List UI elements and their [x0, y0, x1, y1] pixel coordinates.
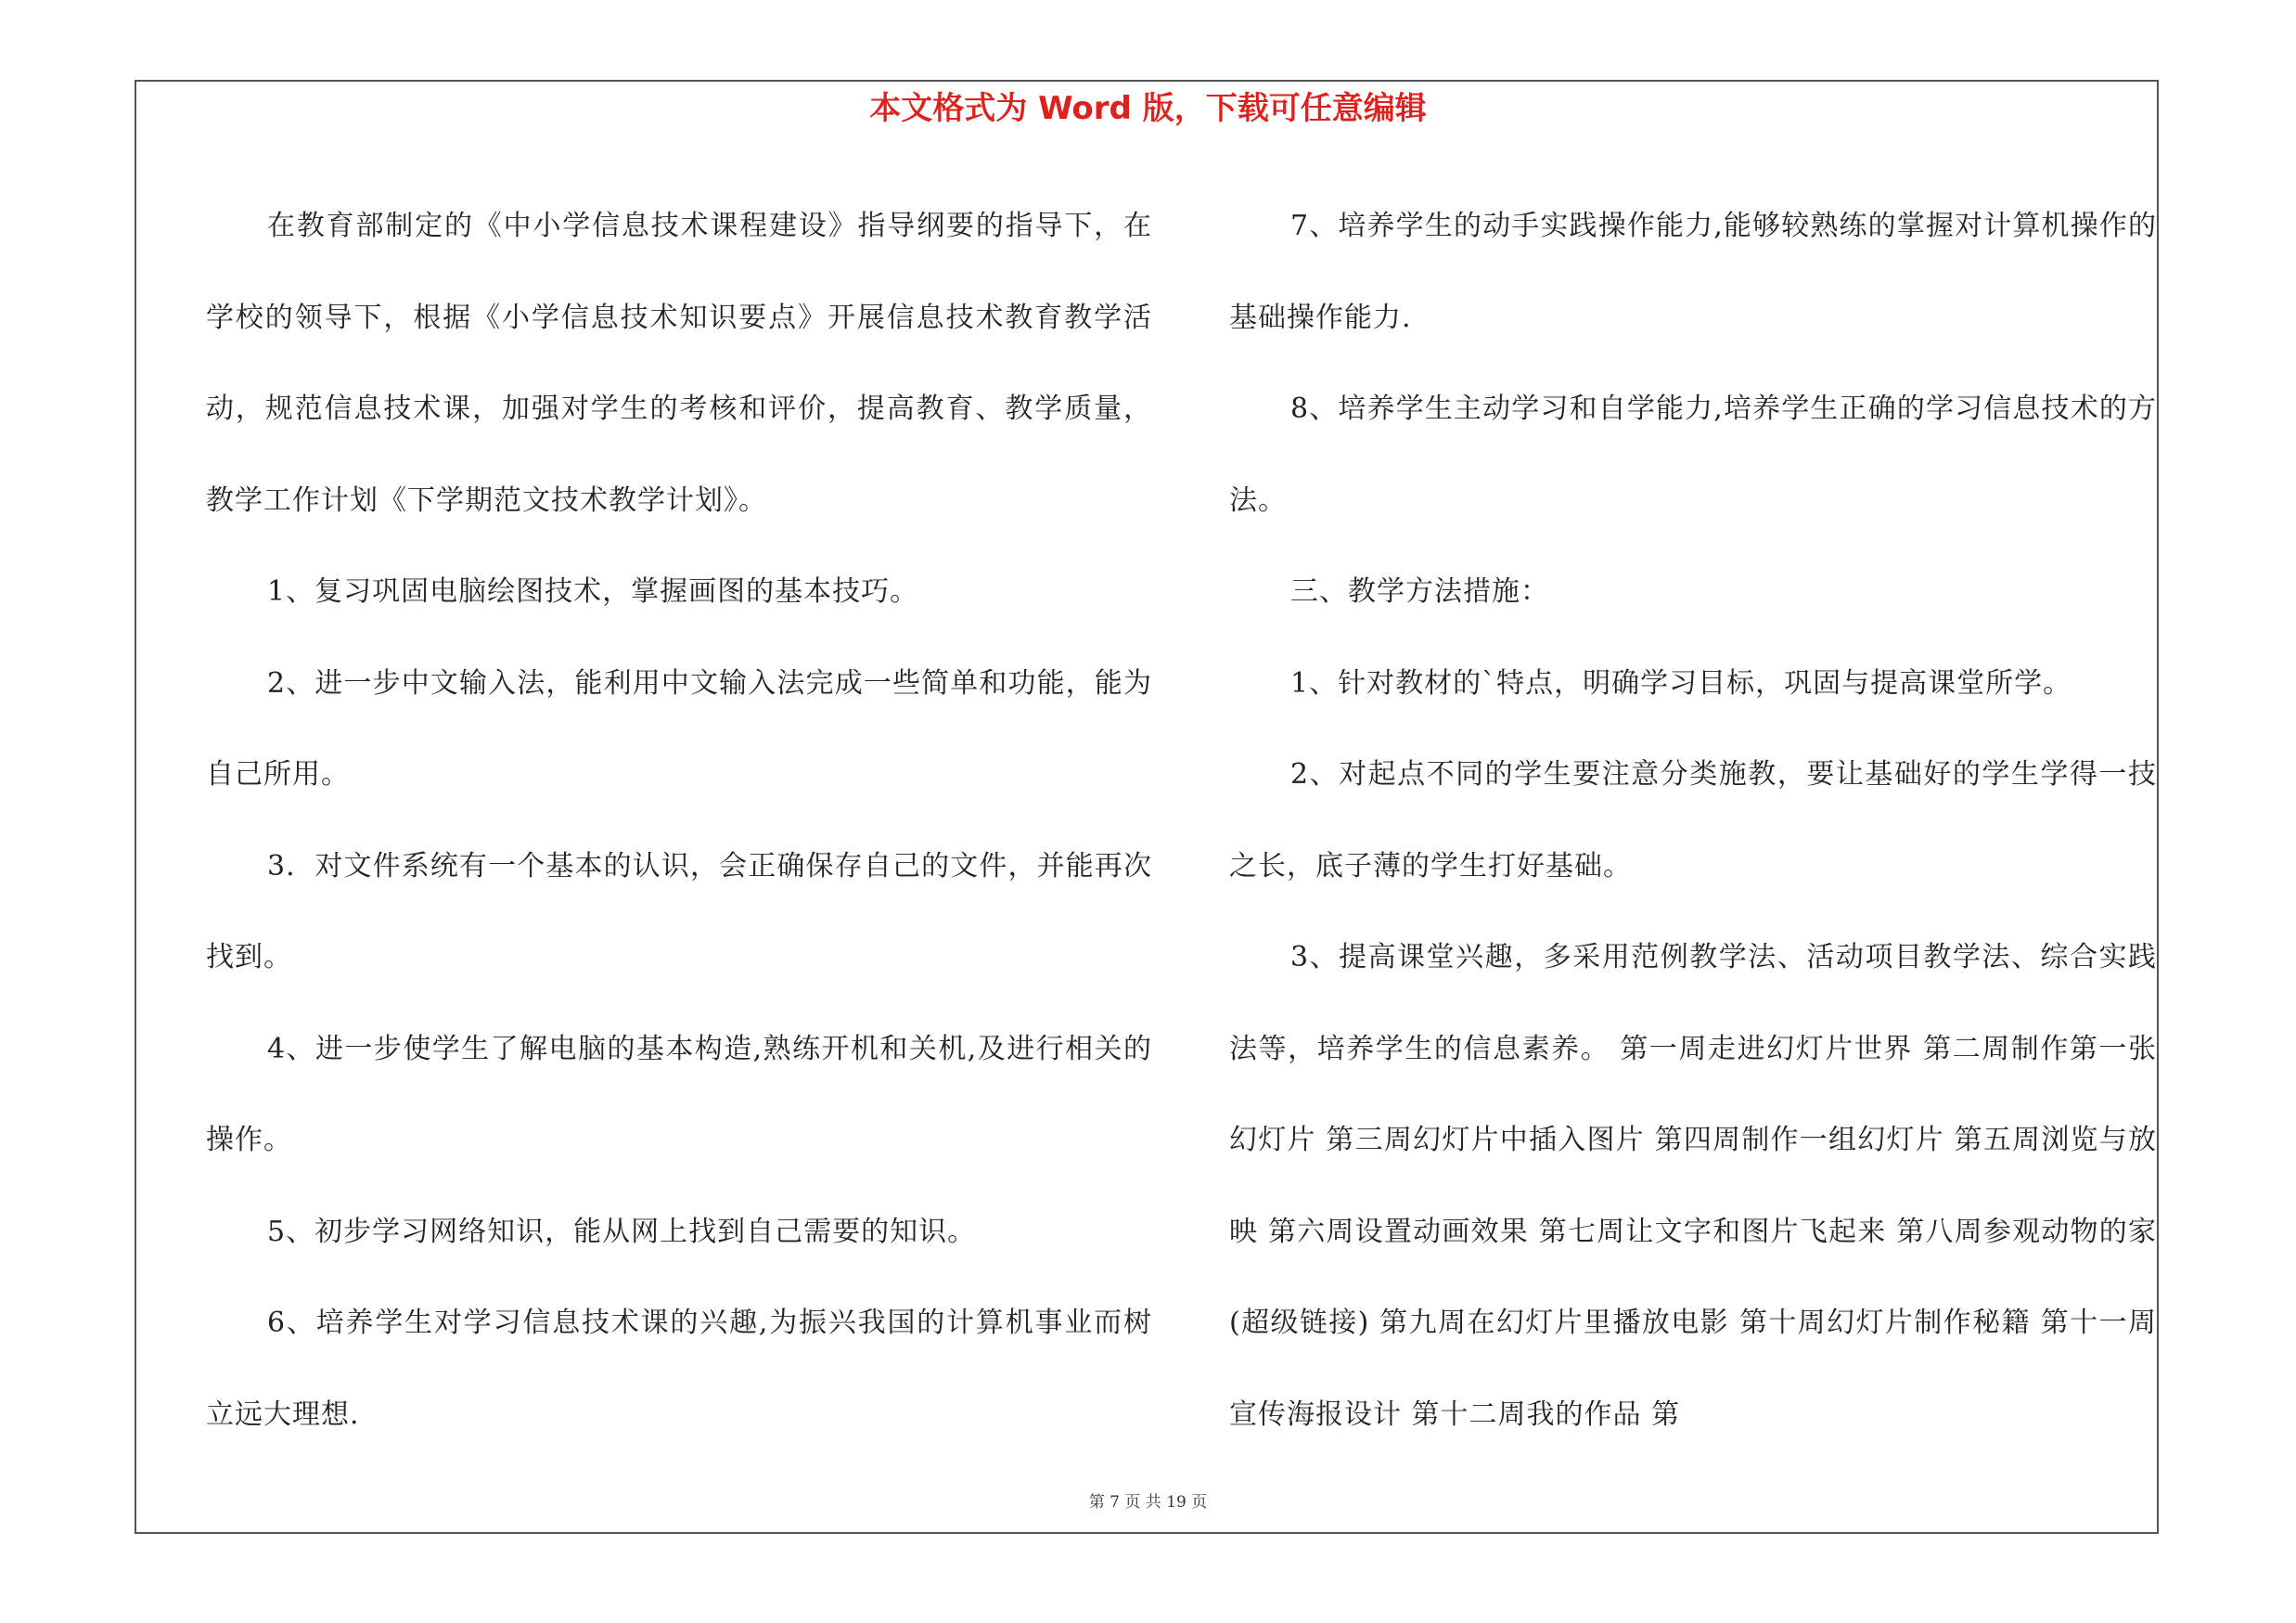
right-text-column	[1229, 181, 2157, 1461]
paragraph: 2、对起点不同的学生要注意分类施教，要让基础好的学生学得一技之长，底子薄的学生打好基础。	[1229, 758, 2157, 882]
paragraph: 3．对文件系统有一个基本的认识，会正确保存自己的文件，并能再次找到。	[206, 849, 1152, 973]
format-notice-banner: 本文格式为 Word 版，下载可任意编辑	[869, 90, 1427, 127]
left-text-column	[206, 181, 1152, 1461]
paragraph: 8、培养学生主动学习和自学能力,培养学生正确的学习信息技术的方法。	[1229, 393, 2157, 517]
paragraph: 6、培养学生对学习信息技术课的兴趣,为振兴我国的计算机事业而树立远大理想.	[206, 1307, 1152, 1431]
paragraph: 3、提高课堂兴趣，多采用范例教学法、活动项目教学法、综合实践法等，培养学生的信息素养。 第一周走进幻灯片世界 第二周制作第一张幻灯片 第三周幻灯片中插入图片 第四周制作一组幻灯片 第五周浏览与放映 第六周设置动画效果 第七周让文字和图片飞起来 第八周参观动物的家(超级链接) 第九周在幻灯片里播放电影 第十周幻灯片制作秘籍 第十一周宣传海报设计 第十二周我的作品 第	[1229, 941, 2157, 1431]
paragraph: 4、进一步使学生了解电脑的基本构造,熟练开机和关机,及进行相关的操作。	[206, 1032, 1152, 1156]
paragraph: 2、进一步中文输入法，能利用中文输入法完成一些简单和功能，能为自己所用。	[206, 666, 1152, 791]
section-heading: 三、教学方法措施：	[1290, 575, 1549, 608]
paragraph: 5、初步学习网络知识，能从网上找到自己需要的知识。	[267, 1215, 977, 1248]
page-number-footer: 第 7 页 共 19 页	[1088, 1493, 1208, 1512]
paragraph: 7、培养学生的动手实践操作能力,能够较熟练的掌握对计算机操作的基础操作能力.	[1229, 210, 2157, 334]
paragraph: 在教育部制定的《中小学信息技术课程建设》指导纲要的指导下，在学校的领导下，根据《小学信息技术知识要点》开展信息技术教育教学活动，规范信息技术课，加强对学生的考核和评价，提高教育、教学质量，教学工作计划《下学期范文技术教学计划》。	[206, 210, 1152, 517]
paragraph: 1、针对教材的`特点，明确学习目标，巩固与提高课堂所学。	[1290, 666, 2072, 700]
paragraph: 1、复习巩固电脑绘图技术，掌握画图的基本技巧。	[267, 575, 919, 608]
